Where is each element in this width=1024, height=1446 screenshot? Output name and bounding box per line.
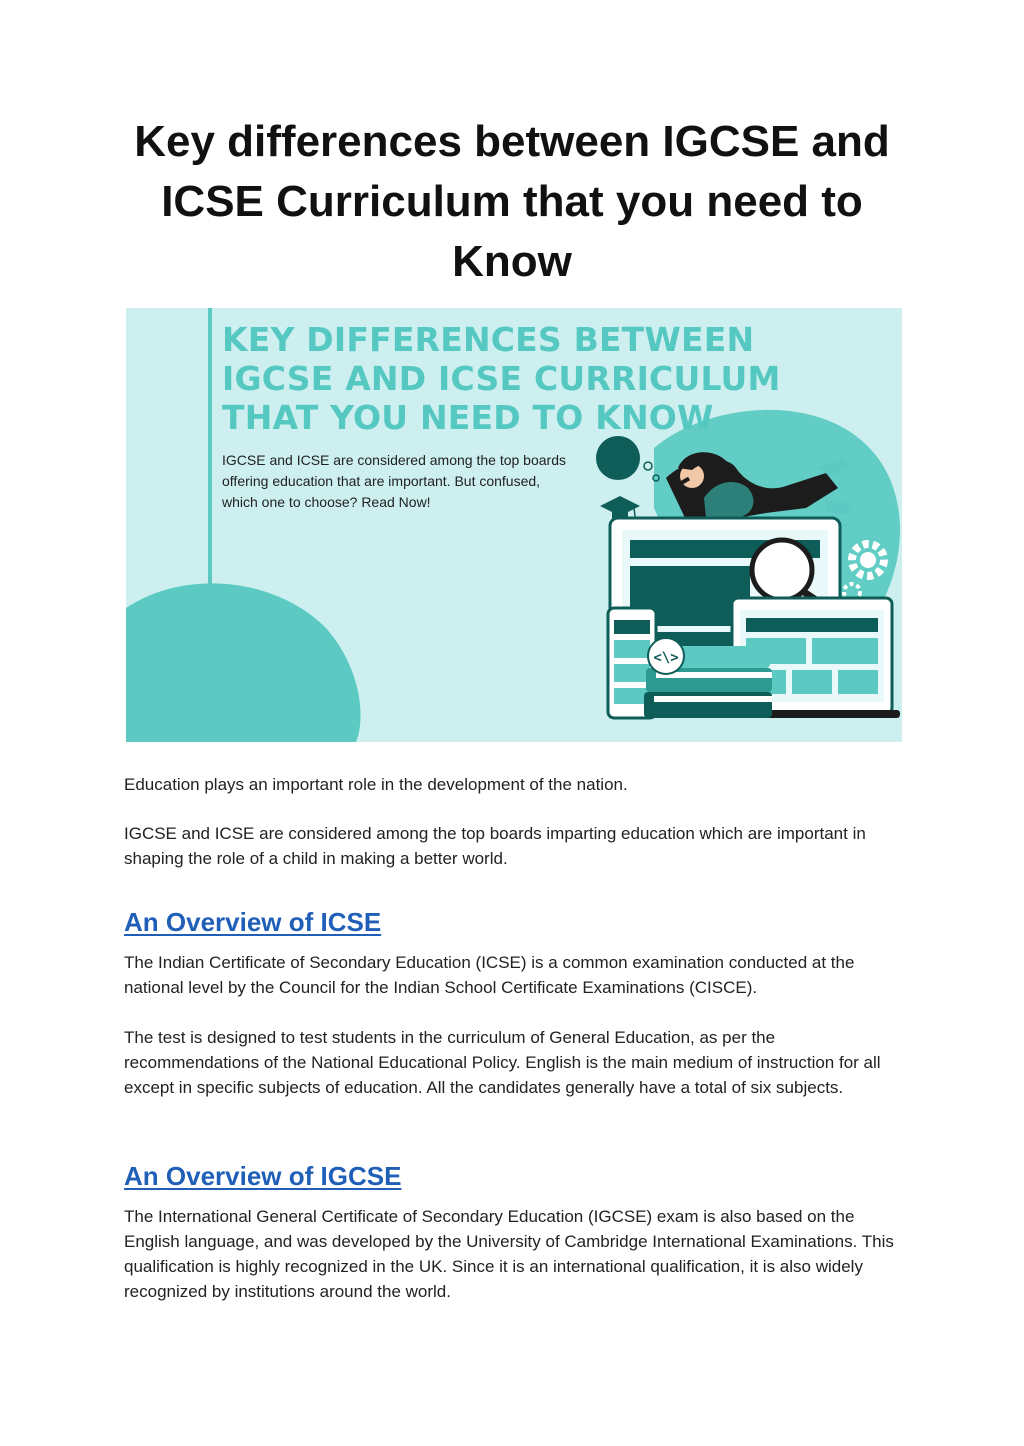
section-heading-igcse[interactable]: An Overview of IGCSE xyxy=(124,1161,402,1191)
section-paragraph: The Indian Certificate of Secondary Education (ICSE) is a common examination conducted at the national level by the Council for the Indian School Certificate Examinations (CISCE). xyxy=(124,953,855,997)
intro-paragraph: Education plays an important role in the development of the nation. xyxy=(124,775,628,794)
hero-heading-line: KEY DIFFERENCES BETWEEN xyxy=(222,320,755,359)
intro-paragraph: IGCSE and ICSE are considered among the top boards imparting education which are important in shaping the role of a child in making a better world. xyxy=(124,824,866,868)
hero-banner-image xyxy=(126,308,902,742)
hero-divider xyxy=(208,308,212,600)
code-icon xyxy=(648,638,684,674)
page-title: Key differences between IGCSE and ICSE Curriculum that you need to Know xyxy=(134,117,890,286)
section-paragraph: The test is designed to test students in the curriculum of General Education, as per the recommendations of the National Educational Policy. English is the main medium of instruction for all except in specific subjects of education. All the candidates generally have a total of six subjects. xyxy=(124,1028,881,1097)
section-paragraph: The International General Certificate of Secondary Education (IGCSE) exam is also based on the English language, and was developed by the University of Cambridge International Examinations. This qualification is highly recognized in the UK. Since it is an international qualification, it is also widely recognized by institutions around the world. xyxy=(124,1207,894,1301)
section-heading-icse[interactable]: An Overview of ICSE xyxy=(124,907,382,937)
hero-heading-line: THAT YOU NEED TO KNOW xyxy=(222,398,714,437)
hero-blurb: IGCSE and ICSE are considered among the top boards offering education that are important. But confused, which one to choose? Read Now! xyxy=(222,452,566,510)
bubble-shape xyxy=(644,462,652,470)
corner-blob-shape xyxy=(126,583,361,742)
code-glyph-text: <\> xyxy=(653,650,679,666)
dark-circle-shape xyxy=(596,436,640,480)
hero-heading-line: IGCSE AND ICSE CURRICULUM xyxy=(222,359,781,398)
hero-heading xyxy=(222,320,862,437)
